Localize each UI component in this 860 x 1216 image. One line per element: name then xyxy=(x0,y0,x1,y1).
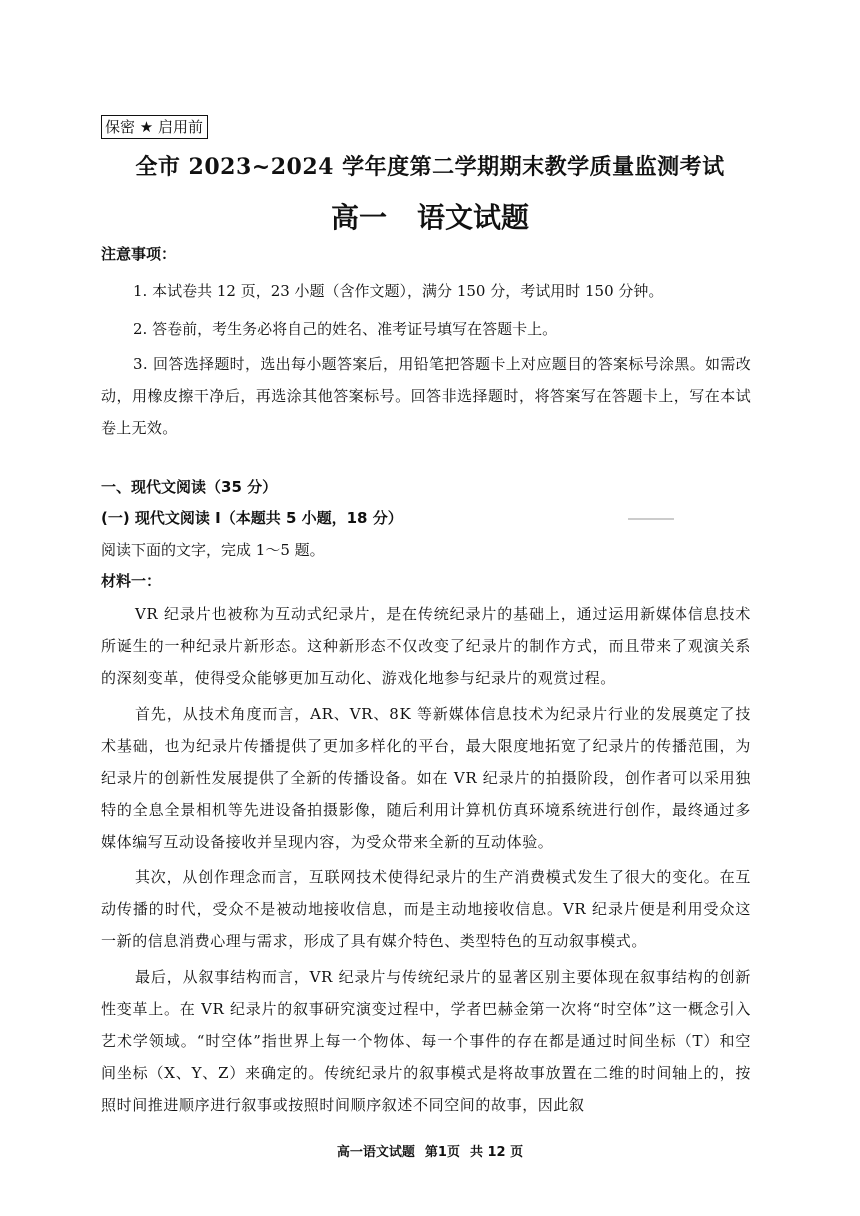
section-heading: 一、现代文阅读（35 分） xyxy=(101,478,278,496)
notice-item: 3. 回答选择题时，选出每小题答案后，用铅笔把答题卡上对应题目的答案标号涂黑。如需改动，用橡皮擦干净后，再选涂其他答案标号。回答非选择题时，将答案写在答题卡上，写在本试卷上无效。 xyxy=(101,355,751,437)
material-label: 材料一： xyxy=(101,572,162,590)
exam-title: 全市 2023~2024 学年度第二学期期末教学质量监测考试 xyxy=(135,154,725,180)
body-paragraph: 其次，从创作理念而言，互联网技术使得纪录片的生产消费模式发生了很大的变化。在互动传播的时代，受众不是被动地接收信息，而是主动地接收信息。VR 纪录片便是利用受众这一新的信息消费心理与需求，形成了具有媒介特色、类型特色的互动叙事模式。 xyxy=(101,868,751,950)
page-footer xyxy=(0,1141,860,1160)
body-paragraph: 最后，从叙事结构而言，VR 纪录片与传统纪录片的显著区别主要体现在叙事结构的创新性变革上。在 VR 纪录片的叙事研究演变过程中，学者巴赫金第一次将“时空体”这一概念引入艺术学领域。“时空体”指世界上每一个物体、每一个事件的存在都是通过时间坐标（T）和空间坐标（X、Y、Z）来确定的。传统纪录片的叙事模式是将故事放置在二维的时间轴上的，按照时间推进顺序进行叙事或按照时间顺序叙述不同空间的故事，因此叙 xyxy=(101,968,751,1114)
footer-doc-title: 高一语文试题 xyxy=(336,1145,415,1160)
footer-page-number: 第1页 xyxy=(424,1145,460,1160)
notice-item: 2. 答卷前，考生务必将自己的姓名、准考证号填写在答题卡上。 xyxy=(133,320,558,338)
notice-item: 1. 本试卷共 12 页，23 小题（含作文题），满分 150 分，考试用时 150 分钟。 xyxy=(133,282,664,300)
scan-mark xyxy=(628,518,674,520)
subject-label: 语文试题 xyxy=(417,201,530,234)
confidential-label: 保密 ★ 启用前 xyxy=(101,115,208,139)
body-paragraph: VR 纪录片也被称为互动式纪录片，是在传统纪录片的基础上，通过运用新媒体信息技术所诞生的一种纪录片新形态。这种新形态不仅改变了纪录片的制作方式，而且带来了观演关系的深刻变革，使得受众能够更加互动化、游戏化地参与纪录片的观赏过程。 xyxy=(101,605,751,687)
footer-total-pages: 共 12 页 xyxy=(469,1145,524,1160)
grade-label: 高一 xyxy=(330,201,387,234)
exam-subtitle xyxy=(0,196,860,236)
notice-heading: 注意事项： xyxy=(101,245,177,263)
reading-instruction: 阅读下面的文字，完成 1～5 题。 xyxy=(101,541,325,559)
subsection-heading: (一) 现代文阅读 I（本题共 5 小题，18 分） xyxy=(101,509,403,527)
body-paragraph: 首先，从技术角度而言，AR、VR、8K 等新媒体信息技术为纪录片行业的发展奠定了技术基础，也为纪录片传播提供了更加多样化的平台，最大限度地拓宽了纪录片的传播范围，为纪录片的创新性发展提供了全新的传播设备。如在 VR 纪录片的拍摄阶段，创作者可以采用独特的全息全景相机等先进设备拍摄影像，随后利用计算机仿真环境系统进行创作，最终通过多媒体编写互动设备接收并呈现内容，为受众带来全新的互动体验。 xyxy=(101,705,751,851)
